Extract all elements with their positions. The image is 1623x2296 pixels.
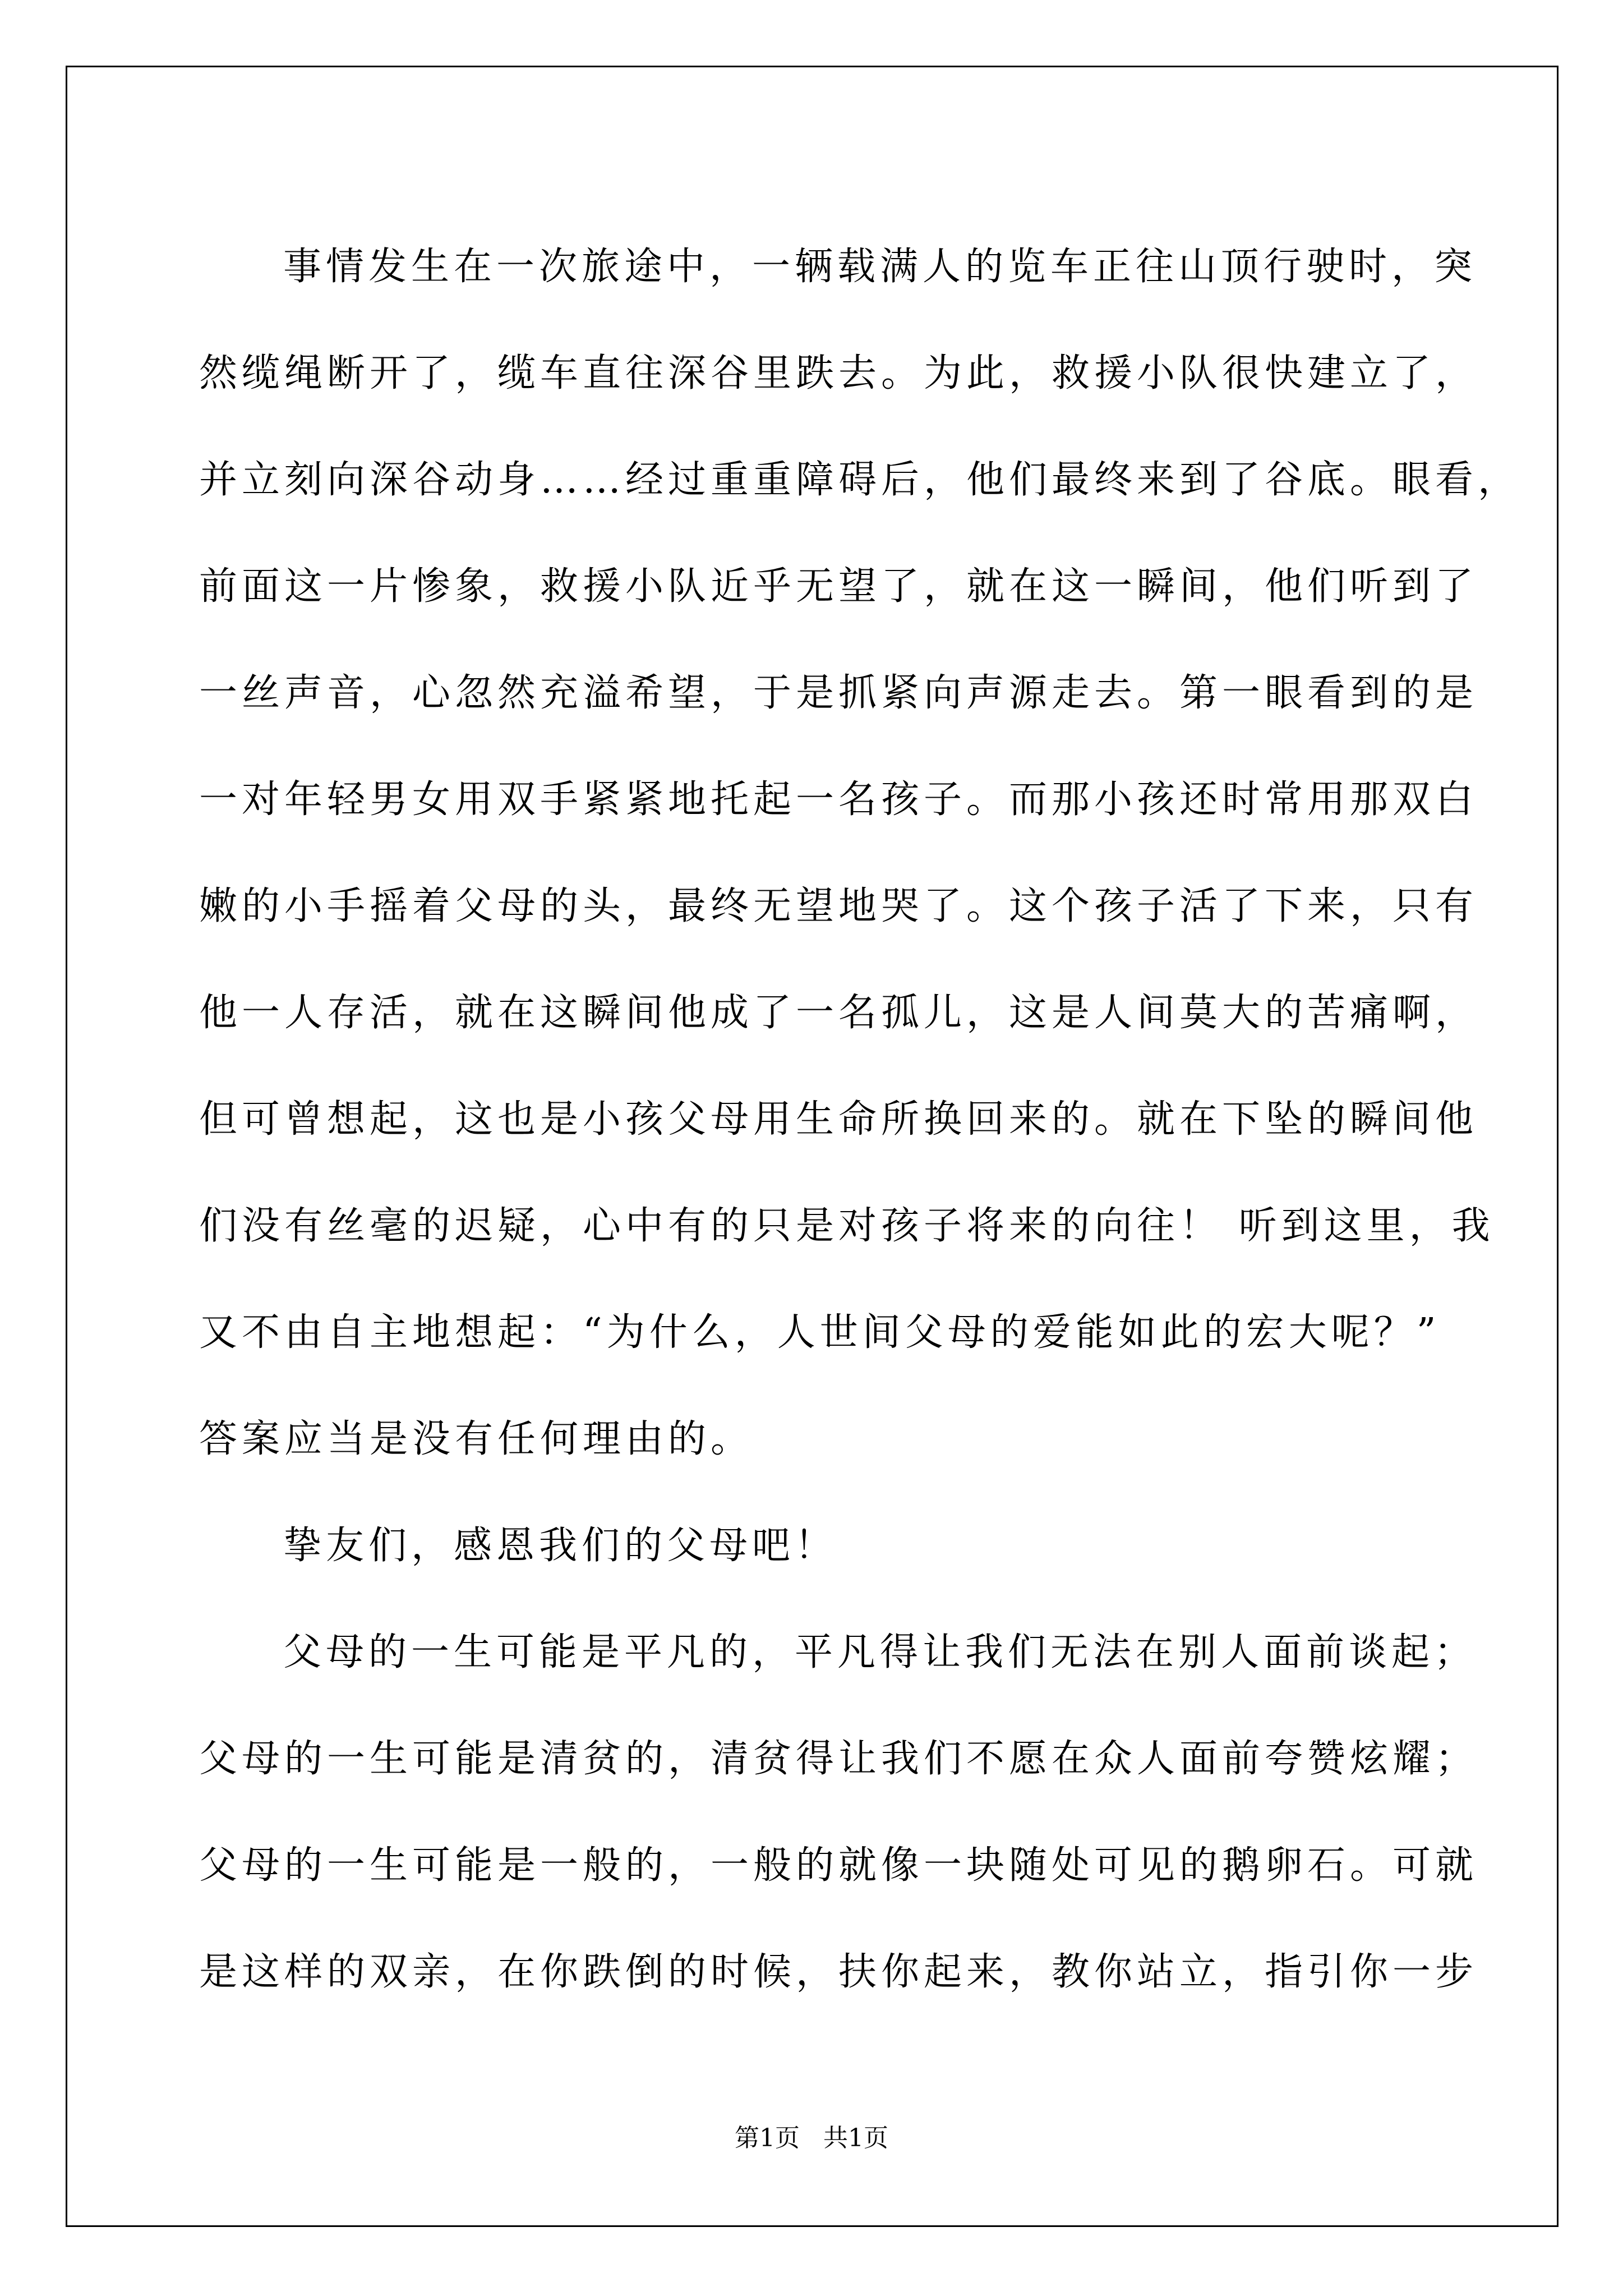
paragraph-line: 又不由自主地想起：“为什么，人世间父母的爱能如此的宏大呢？” xyxy=(199,1310,1441,1355)
paragraph-line: 父母的一生可能是清贫的，清贫得让我们不愿在众人面前夸赞炫耀； xyxy=(199,1737,1478,1781)
paragraph-line: 他一人存活，就在这瞬间他成了一名孤儿，这是人间莫大的苦痛啊， xyxy=(199,991,1478,1035)
paragraph-line: 并立刻向深谷动身……经过重重障碍后，他们最终来到了谷底。眼看， xyxy=(199,458,1521,502)
paragraph-line: 事情发生在一次旅途中，一辆载满人的览车正往山顶行驶时，突 xyxy=(283,245,1477,289)
paragraph-line: 前面这一片惨象，救援小队近乎无望了，就在这一瞬间，他们听到了 xyxy=(199,564,1478,609)
paragraph-line: 答案应当是没有任何理由的。 xyxy=(199,1417,754,1461)
page-footer: 第1页 共1页 xyxy=(735,2124,888,2152)
paragraph-line: 们没有丝毫的迟疑，心中有的只是对孩子将来的向往！ 听到这里，我 xyxy=(199,1204,1495,1248)
paragraph-line: 但可曾想起，这也是小孩父母用生命所换回来的。就在下坠的瞬间他 xyxy=(199,1097,1478,1142)
paragraph-line: 一对年轻男女用双手紧紧地托起一名孩子。而那小孩还时常用那双白 xyxy=(199,777,1478,822)
paragraph-line: 嫩的小手摇着父母的头，最终无望地哭了。这个孩子活了下来，只有 xyxy=(199,884,1478,928)
paragraph-line: 然缆绳断开了，缆车直往深谷里跌去。为此，救援小队很快建立了， xyxy=(199,351,1478,395)
paragraph-line: 是这样的双亲，在你跌倒的时候，扶你起来，教你站立，指引你一步 xyxy=(199,1950,1478,1994)
paragraph-line: 父母的一生可能是一般的，一般的就像一块随处可见的鹅卵石。可就 xyxy=(199,1843,1478,1888)
document-body xyxy=(199,214,1521,2026)
paragraph-line: 挚友们，感恩我们的父母吧！ xyxy=(283,1524,838,1568)
paragraph-line: 父母的一生可能是平凡的，平凡得让我们无法在别人面前谈起； xyxy=(283,1630,1477,1674)
paragraph-line: 一丝声音，心忽然充溢希望，于是抓紧向声源走去。第一眼看到的是 xyxy=(199,671,1478,715)
